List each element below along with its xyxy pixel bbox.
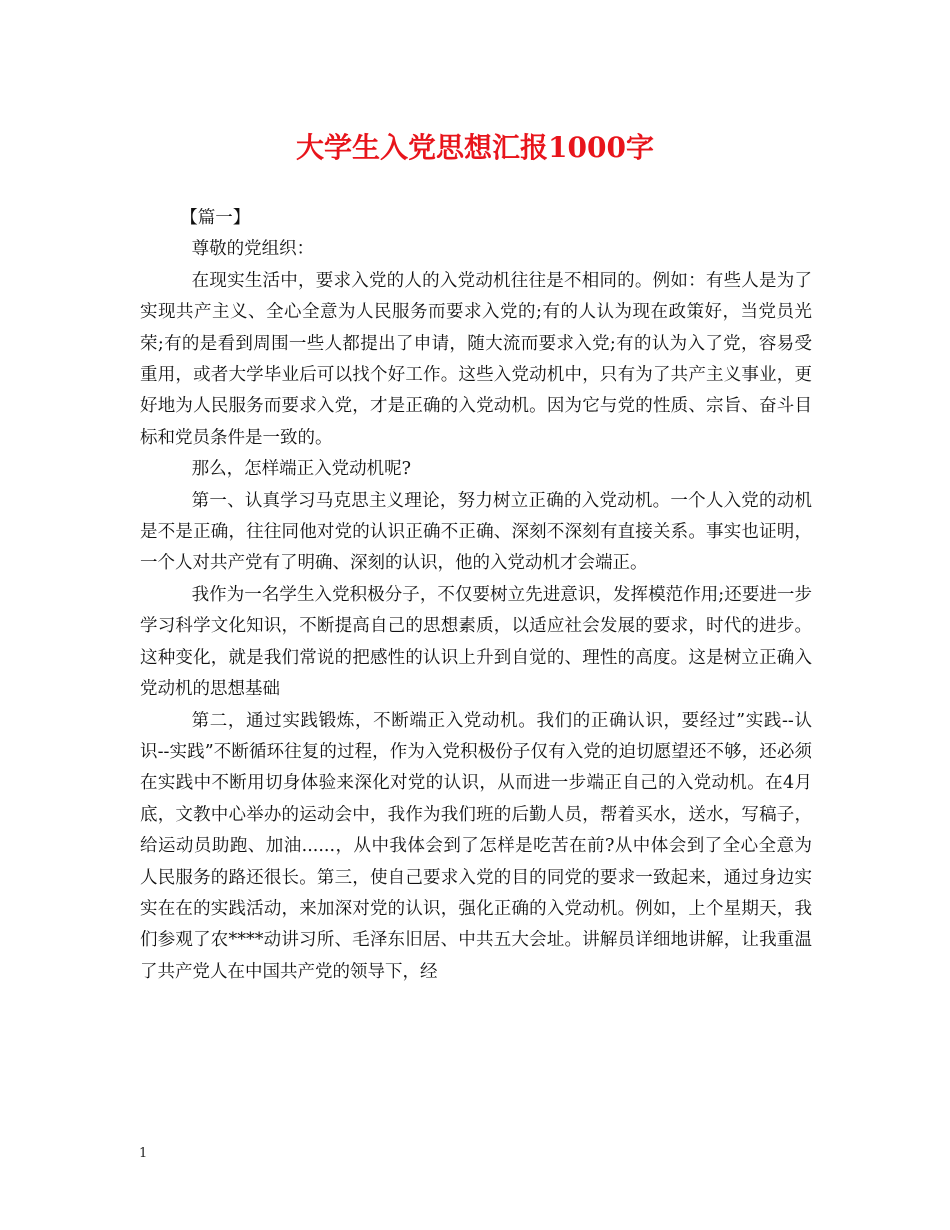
paragraph: 那么，怎样端正入党动机呢? <box>191 459 412 480</box>
section-label: 【篇一】 <box>180 208 251 228</box>
paragraph: 我作为一名学生入党积极分子，不仅要树立先进意识，发挥模范作用;还要进一步学习科学文化知识，不断提高自己的思想素质，以适应社会发展的要求，时代的进步。这种变化，就是我们常说的把感性的认识上升到自觉的、理性的高度。这是树立正确入党动机的思想基础 <box>140 584 812 700</box>
paragraph: 第一、认真学习马克思主义理论，努力树立正确的入党动机。一个人入党的动机是不是正确，往往同他对党的认识正确不正确、深刻不深刻有直接关系。事实也证明，一个人对共产党有了明确、深刻的认识，他的入党动机才会端正。 <box>140 490 812 574</box>
document-title: 大学生入党思想汇报1000字 <box>296 131 654 164</box>
document-body <box>140 203 812 988</box>
paragraph: 在现实生活中，要求入党的人的入党动机往往是不相同的。例如：有些人是为了实现共产主义、全心全意为人民服务而要求入党的;有的人认为现在政策好，当党员光荣;有的是看到周围一些人都提出了申请，随大流而要求入党;有的认为入了党，容易受重用，或者大学毕业后可以找个好工作。这些入党动机中，只有为了共产主义事业，更好地为人民服务而要求入党，才是正确的入党动机。因为它与党的性质、宗旨、奋斗目标和党员条件是一致的。 <box>140 270 812 448</box>
salutation: 尊敬的党组织： <box>191 239 315 260</box>
page-number: 1 <box>139 1146 148 1161</box>
paragraph: 第二，通过实践锻炼，不断端正入党动机。我们的正确认识，要经过”实践--认识--实践”不断循环往复的过程，作为入党积极份子仅有入党的迫切愿望还不够，还必须在实践中不断用切身体验来深化对党的认识，从而进一步端正自己的入党动机。在4月底，文教中心举办的运动会中，我作为我们班的后勤人员，帮着买水，送水，写稿子，给运动员助跑、加油......，从中我体会到了怎样是吃苦在前?从中体会到了全心全意为人民服务的路还很长。第三，使自己要求入党的目的同党的要求一致起来，通过身边实实在在的实践活动，来加深对党的认识，强化正确的入党动机。例如，上个星期天，我们参观了农****动讲习所、毛泽东旧居、中共五大会址。讲解员详细地讲解，让我重温了共产党人在中国共产党的领导下，经 <box>140 710 812 982</box>
